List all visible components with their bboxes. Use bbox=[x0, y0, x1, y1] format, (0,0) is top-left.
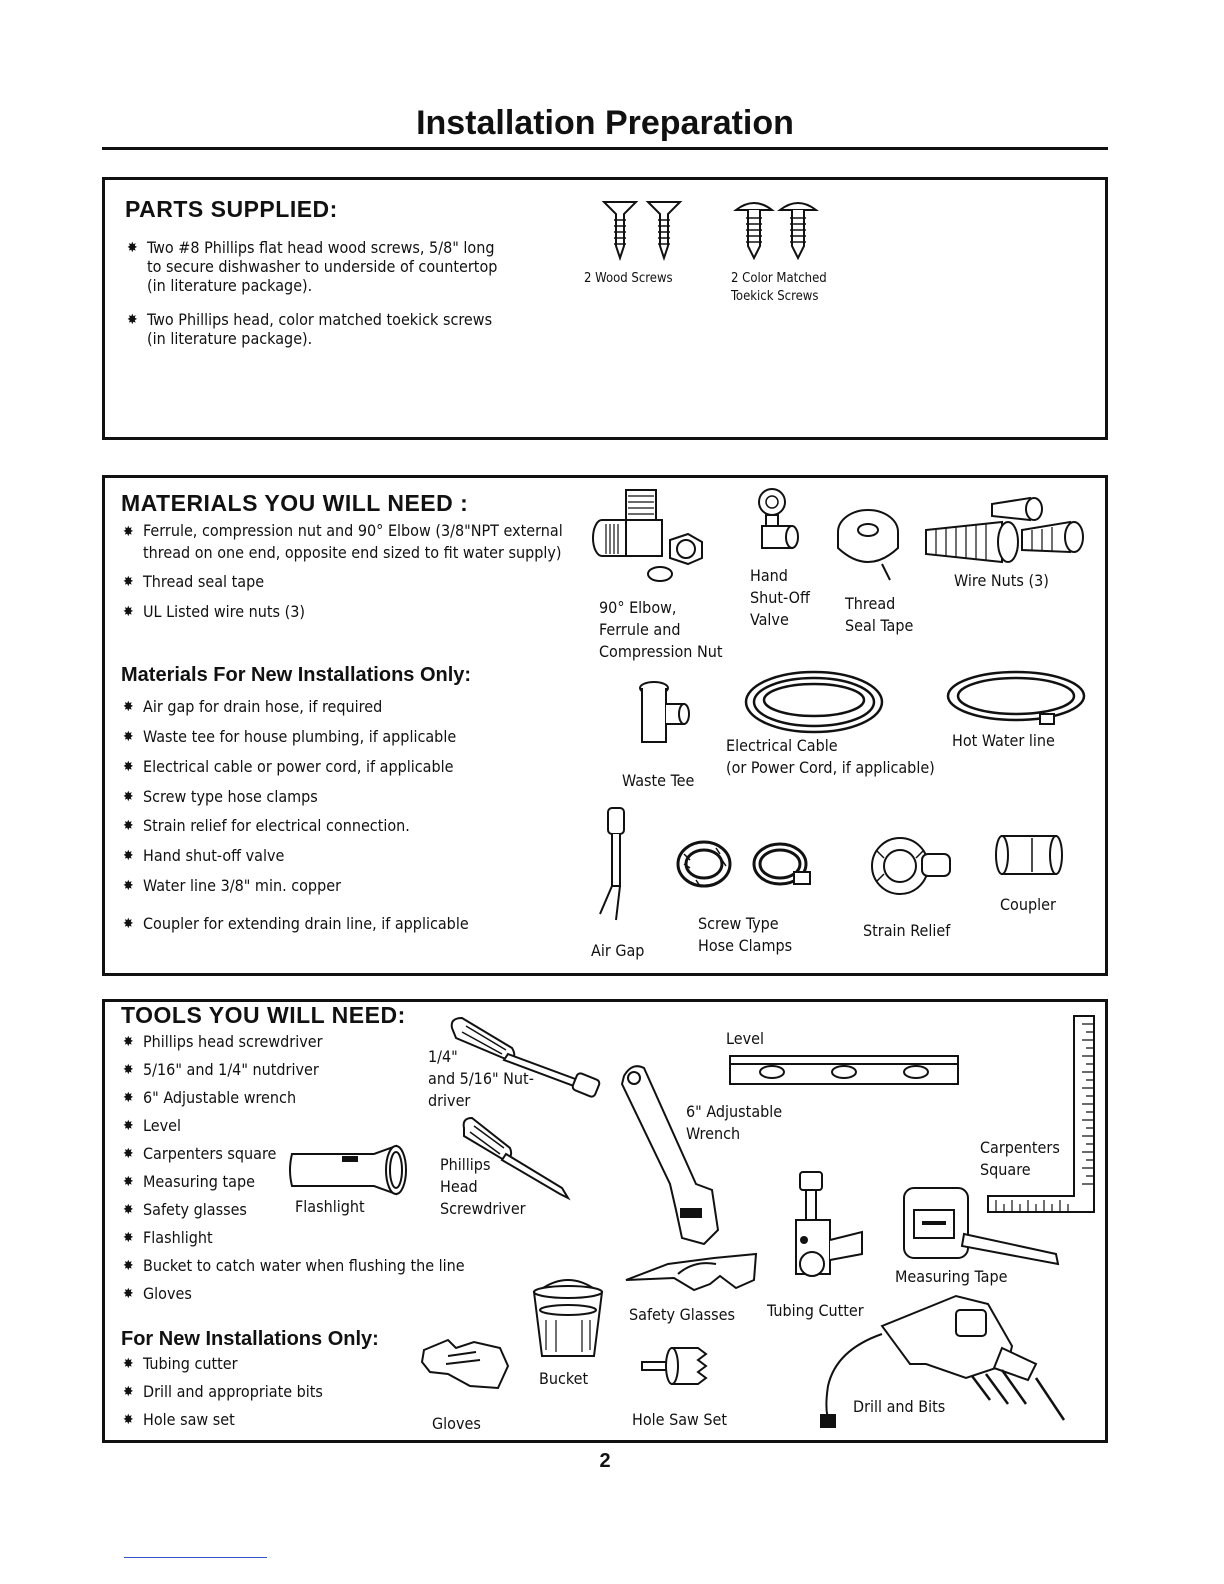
electrical-cable-label: Electrical Cable (or Power Cord, if applicable) bbox=[726, 736, 935, 777]
level-label: Level bbox=[726, 1029, 764, 1048]
thread-seal-tape-icon bbox=[836, 504, 902, 582]
bucket-icon bbox=[532, 1270, 604, 1362]
coupler-icon bbox=[992, 832, 1070, 880]
bullet-icon: ✸ bbox=[123, 1384, 134, 1400]
tools-bullet: ✸ Safety glasses bbox=[123, 1200, 247, 1219]
tools-bullet: ✸ 6" Adjustable wrench bbox=[123, 1088, 297, 1107]
hot-water-line-icon bbox=[946, 668, 1090, 732]
footer-link-underline bbox=[124, 1557, 267, 1558]
materials-new-bullet: ✸ Screw type hose clamps bbox=[123, 787, 318, 806]
bullet-icon: ✸ bbox=[123, 916, 134, 932]
tools-bullet: ✸ Measuring tape bbox=[123, 1172, 255, 1191]
toekick-screws-icon bbox=[734, 198, 824, 264]
materials-bullet: ✸ UL Listed wire nuts (3) bbox=[123, 602, 305, 621]
materials-new-heading: Materials For New Installations Only: bbox=[121, 664, 472, 686]
electrical-cable-icon bbox=[744, 668, 888, 740]
page-title: Installation Preparation bbox=[416, 104, 794, 142]
carpenters-square-label: Carpenters Square bbox=[980, 1138, 1060, 1179]
bullet-icon: ✸ bbox=[123, 729, 134, 745]
tubing-cutter-label: Tubing Cutter bbox=[767, 1301, 864, 1320]
bullet-icon: ✸ bbox=[123, 1174, 134, 1190]
hose-clamps-icon bbox=[676, 836, 818, 896]
measuring-tape-icon bbox=[900, 1184, 1064, 1270]
materials-heading: MATERIALS YOU WILL NEED : bbox=[121, 490, 469, 516]
hot-water-line-label: Hot Water line bbox=[952, 731, 1055, 750]
tools-bullet: ✸ 5/16" and 1/4" nutdriver bbox=[123, 1060, 319, 1079]
title-rule bbox=[102, 147, 1108, 150]
tools-bullet: ✸ Bucket to catch water when flushing the line bbox=[123, 1256, 465, 1275]
flashlight-label: Flashlight bbox=[295, 1197, 365, 1216]
tools-bullet: ✸ Flashlight bbox=[123, 1228, 213, 1247]
gloves-label: Gloves bbox=[432, 1414, 481, 1433]
toekick-screws-label: 2 Color Matched Toekick Screws bbox=[731, 271, 827, 304]
wire-nuts-icon bbox=[922, 494, 1088, 566]
bullet-icon: ✸ bbox=[123, 818, 134, 834]
gloves-icon bbox=[418, 1336, 512, 1392]
coupler-label: Coupler bbox=[1000, 895, 1056, 914]
tools-new-heading: For New Installations Only: bbox=[121, 1328, 379, 1350]
thread-seal-tape-label: Thread Seal Tape bbox=[845, 594, 914, 635]
hole-saw-label: Hole Saw Set bbox=[632, 1410, 728, 1429]
bullet-icon: ✸ bbox=[123, 699, 134, 715]
shutoff-valve-label: Hand Shut-Off Valve bbox=[750, 566, 810, 629]
shutoff-valve-icon bbox=[752, 488, 802, 560]
tools-bullet: ✸ Gloves bbox=[123, 1284, 192, 1303]
measuring-tape-label: Measuring Tape bbox=[895, 1267, 1008, 1286]
bullet-icon: ✸ bbox=[123, 759, 134, 775]
bullet-icon: ✸ bbox=[123, 1258, 134, 1274]
materials-new-bullet: ✸ Electrical cable or power cord, if applicable bbox=[123, 757, 454, 776]
wire-nuts-label: Wire Nuts (3) bbox=[954, 571, 1049, 590]
bullet-icon: ✸ bbox=[123, 1062, 134, 1078]
tools-new-bullet: ✸ Drill and appropriate bits bbox=[123, 1382, 323, 1401]
parts-heading: PARTS SUPPLIED: bbox=[125, 196, 338, 222]
tools-heading: TOOLS YOU WILL NEED: bbox=[121, 1002, 406, 1028]
bullet-icon: ✸ bbox=[123, 1286, 134, 1302]
bullet-icon: ✸ bbox=[123, 1230, 134, 1246]
bullet-icon: ✸ bbox=[123, 574, 134, 590]
materials-new-bullet: ✸ Waste tee for house plumbing, if applicable bbox=[123, 727, 457, 746]
bullet-icon: ✸ bbox=[123, 1202, 134, 1218]
nutdriver-label: 1/4" and 5/16" Nut- driver bbox=[428, 1047, 534, 1110]
tools-new-bullet: ✸ Tubing cutter bbox=[123, 1354, 238, 1373]
waste-tee-icon bbox=[636, 680, 692, 752]
elbow-label: 90° Elbow, Ferrule and Compression Nut bbox=[599, 598, 723, 661]
parts-bullet: ✸ Two #8 Phillips flat head wood screws, 5/8" long to secure dishwasher to underside of countertop (in literature package). bbox=[127, 238, 498, 295]
air-gap-icon bbox=[596, 806, 636, 924]
bullet-icon: ✸ bbox=[123, 1090, 134, 1106]
waste-tee-label: Waste Tee bbox=[622, 771, 695, 790]
tools-new-bullet: ✸ Hole saw set bbox=[123, 1410, 235, 1429]
tubing-cutter-icon bbox=[790, 1170, 868, 1288]
bullet-icon: ✸ bbox=[123, 524, 134, 540]
parts-bullet: ✸ Two Phillips head, color matched toekick screws (in literature package). bbox=[127, 310, 493, 348]
bullet-icon: ✸ bbox=[123, 1146, 134, 1162]
materials-new-bullet: ✸ Strain relief for electrical connection. bbox=[123, 816, 410, 835]
bullet-icon: ✸ bbox=[127, 312, 138, 328]
wood-screws-label: 2 Wood Screws bbox=[584, 271, 673, 286]
bullet-icon: ✸ bbox=[123, 789, 134, 805]
tools-bullet: ✸ Carpenters square bbox=[123, 1144, 277, 1163]
bullet-icon: ✸ bbox=[123, 1412, 134, 1428]
adjustable-wrench-icon bbox=[618, 1060, 722, 1246]
bullet-icon: ✸ bbox=[123, 1034, 134, 1050]
strain-relief-label: Strain Relief bbox=[863, 921, 951, 940]
air-gap-label: Air Gap bbox=[591, 941, 645, 960]
bullet-icon: ✸ bbox=[127, 240, 138, 256]
page-number: 2 bbox=[599, 1450, 611, 1472]
phillips-screwdriver-label: Phillips Head Screwdriver bbox=[440, 1155, 526, 1218]
safety-glasses-label: Safety Glasses bbox=[629, 1305, 735, 1324]
wood-screws-icon bbox=[600, 198, 690, 264]
elbow-fitting-icon bbox=[590, 486, 720, 586]
drill-label: Drill and Bits bbox=[853, 1397, 946, 1416]
materials-bullet: ✸ Ferrule, compression nut and 90° Elbow (3/8"NPT external thread on one end, opposite end sized to fit water supply) bbox=[123, 521, 563, 562]
materials-new-bullet: ✸ Water line 3/8" min. copper bbox=[123, 876, 341, 895]
level-icon bbox=[728, 1052, 962, 1086]
adjustable-wrench-label: 6" Adjustable Wrench bbox=[686, 1102, 783, 1143]
materials-bullet: ✸ Thread seal tape bbox=[123, 572, 265, 591]
hose-clamps-label: Screw Type Hose Clamps bbox=[698, 914, 793, 955]
bullet-icon: ✸ bbox=[123, 848, 134, 864]
safety-glasses-icon bbox=[624, 1250, 760, 1294]
materials-new-bullet: ✸ Air gap for drain hose, if required bbox=[123, 697, 383, 716]
flashlight-icon bbox=[286, 1144, 412, 1196]
tools-bullet: ✸ Level bbox=[123, 1116, 181, 1135]
tools-bullet: ✸ Phillips head screwdriver bbox=[123, 1032, 323, 1051]
bullet-icon: ✸ bbox=[123, 1356, 134, 1372]
materials-new-bullet: ✸ Coupler for extending drain line, if applicable bbox=[123, 914, 469, 933]
materials-new-bullet: ✸ Hand shut-off valve bbox=[123, 846, 285, 865]
strain-relief-icon bbox=[866, 832, 956, 902]
bullet-icon: ✸ bbox=[123, 1118, 134, 1134]
bullet-icon: ✸ bbox=[123, 878, 134, 894]
hole-saw-icon bbox=[640, 1344, 712, 1388]
bullet-icon: ✸ bbox=[123, 604, 134, 620]
bucket-label: Bucket bbox=[539, 1369, 589, 1388]
